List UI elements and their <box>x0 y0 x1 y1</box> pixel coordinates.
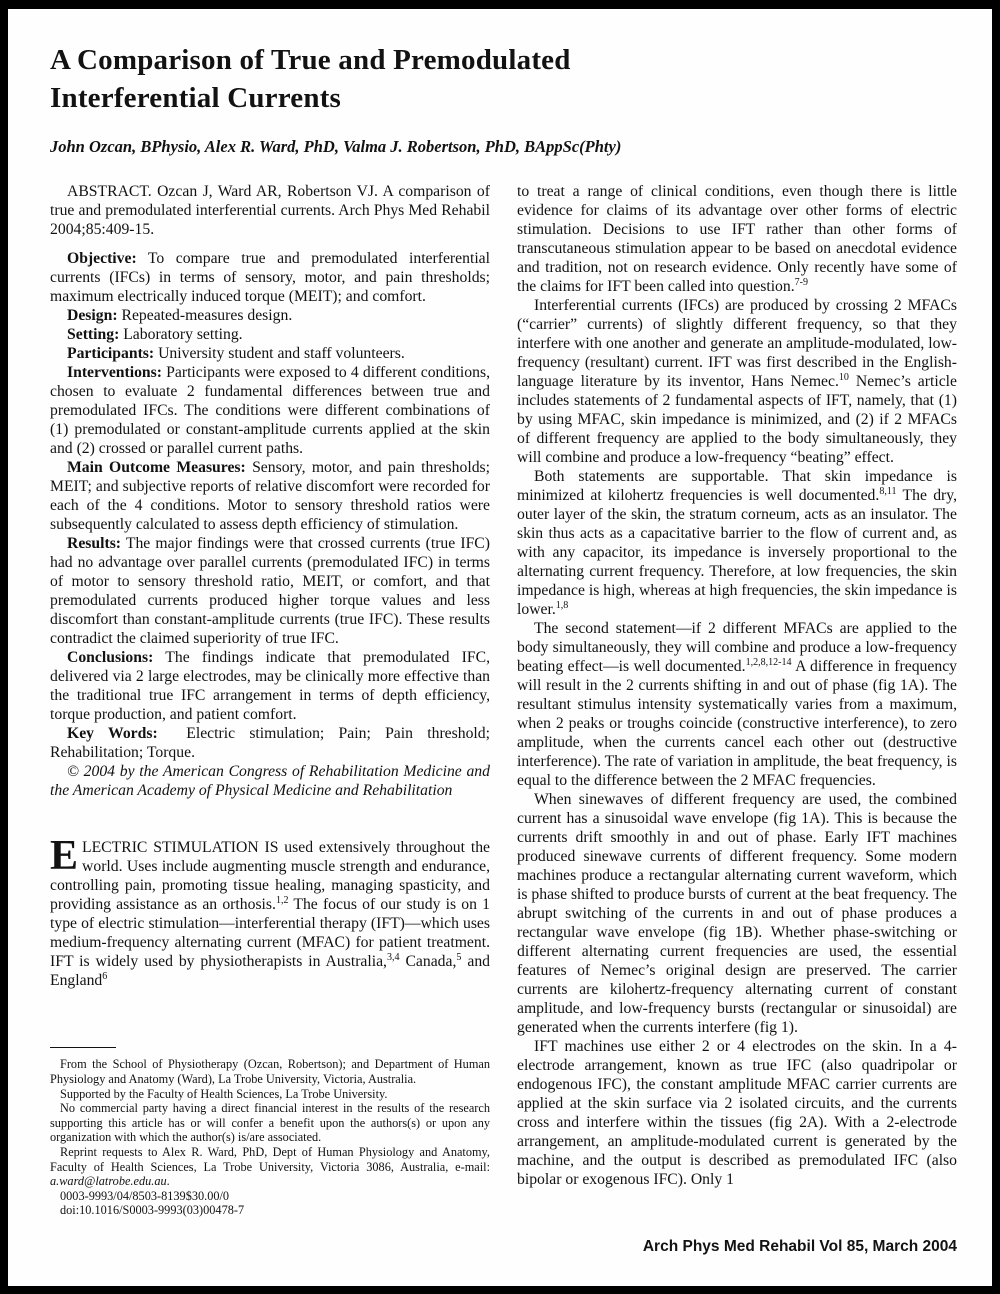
abstract-label: Main Outcome Measures: <box>67 459 246 476</box>
article-title-line1: A Comparison of True and Premodulated <box>50 44 571 76</box>
abstract-results <box>50 534 490 648</box>
footnote-issn-code: 0003-9993/04/8503-8139$30.00/0 <box>60 1188 230 1203</box>
abstract-label: Key Words: <box>67 725 158 742</box>
abstract-label: Objective: <box>67 250 137 267</box>
drop-cap: E <box>50 833 79 879</box>
abstract-participants <box>50 344 490 363</box>
abstract-design <box>50 306 490 325</box>
abstract-label: Interventions: <box>67 364 162 381</box>
abstract-label: Design: <box>67 307 118 324</box>
abstract-text: University student and staff volunteers. <box>158 345 405 362</box>
authors-line: John Ozcan, BPhysio, Alex R. Ward, PhD, Valma J. Robertson, PhD, BAppSc(Phty) <box>50 137 622 156</box>
abstract-text: The findings indicate that premodulated IFC, delivered via 2 large electrodes, may be clinically more effective than the traditional true IFC arrangement in terms of depth efficiency, torque production, and patient comfort. <box>50 649 490 723</box>
running-footer: Arch Phys Med Rehabil Vol 85, March 2004 <box>642 1238 957 1255</box>
abstract-text: Participants were exposed to 4 different conditions, chosen to evaluate 2 fundamental differences between true and premodulated IFCs. The conditions were different combinations of (1) premodulated or constant-amplitude currents applied at the skin and (2) crossed or parallel current paths. <box>50 364 491 457</box>
abstract-text: Repeated-measures design. <box>121 307 293 324</box>
abstract-key-words <box>50 724 490 762</box>
footnote-reprint-requests: Reprint requests to Alex R. Ward, PhD, Dept of Human Physiology and Anatomy, Faculty of Health Sciences, La Trobe University, Victoria 3086, Australia, e-mail: a.ward@latrobe.edu.au. <box>50 1145 490 1189</box>
article-title <box>50 41 957 117</box>
abstract-label: Setting: <box>67 326 120 343</box>
abstract-text: Sensory, motor, and pain thresholds; MEIT; and subjective reports of relative discomfort were recorded for each of the 4 conditions. Motor to sensory threshold ratios were subsequently calculated to assess depth efficiency of stimulation. <box>50 459 490 533</box>
intro-paragraph <box>50 833 491 990</box>
footnote-support: Supported by the Faculty of Health Sciences, La Trobe University. <box>60 1086 388 1101</box>
journal-article-page <box>8 9 992 1286</box>
abstract-text: Laboratory setting. <box>123 326 243 343</box>
footnote-disclosure: No commercial party having a direct financial interest in the results of the research supporting this article has or will confer a benefit upon the authors(s) or upon any organization with which the author(s) is/are associated. <box>50 1101 490 1145</box>
footnote-rule <box>50 1047 116 1048</box>
footnote-doi: doi:10.1016/S0003-9993(03)00478-7 <box>60 1203 245 1218</box>
abstract-main-outcome-measures <box>50 458 490 534</box>
left-column <box>50 182 490 1256</box>
body-paragraph: When sinewaves of different frequency are used, the combined current has a sinusoidal wave envelope (fig 1A). This is because the currents drift smoothly in and out of phase. Early IFT machines produced sinewave currents of different frequency. Some modern machines produce a rectangular alternating current waveform, which is phase shifted to produce bursts of current at the beat frequency. The abrupt switching of the currents in and out of phase produces a rectangular wave envelope (fig 1B). Whether phase-switching or different alternating current frequencies are used, the essential features of Nemec’s original design are preserved. The carrier currents are kilohertz-frequency alternating current of constant amplitude, and low-frequency bursts (rectangular or sinusoidal) are generated when the currents interfere (fig 1). <box>517 791 957 1036</box>
abstract-setting <box>50 325 490 344</box>
abstract-label: Conclusions: <box>67 649 154 666</box>
abstract-text: The major findings were that crossed currents (true IFC) had no advantage over parallel currents (premodulated IFC) in terms of motor to sensory threshold ratio, MEIT, or comfort, and that premodulated currents produced higher torque values and less discomfort than constant-amplitude currents (true IFC). These results contradict the claimed superiority of true IFC. <box>50 535 490 647</box>
abstract-label: Results: <box>67 535 122 552</box>
intro-text: LECTRIC STIMULATION IS used extensively throughout the world. Uses include augmenting muscle strength and endurance, controlling pain, promoting tissue healing, managing spasticity, and providing assistance as an orthosis.$^{1,2}$ The focus of our study is on 1 type of electric stimulation—interferential therapy (IFT)—which uses medium-frequency alternating current (MFAC) for patient treatment. IFT is widely used by physiotherapists in Australia,$^{3,4}$ Canada,$^5$ and England$^6$ <box>50 839 491 989</box>
abstract-interventions <box>50 363 490 458</box>
abstract-label: Participants: <box>67 345 155 362</box>
right-column <box>517 182 957 1256</box>
abstract-objective <box>50 249 490 306</box>
abstract-text: To compare true and premodulated interferential currents (IFCs) in terms of sensory, motor, and pain thresholds; maximum electrically induced torque (MEIT); and comfort. <box>50 250 490 305</box>
footnote-affiliation: From the School of Physiotherapy (Ozcan, Robertson); and Department of Human Physiology and Anatomy (Ward), La Trobe University, Victoria, Australia. <box>50 1057 490 1087</box>
abstract-conclusions <box>50 648 490 724</box>
body-paragraph: IFT machines use either 2 or 4 electrodes on the skin. In a 4-electrode arrangement, known as true IFC (also quadripolar or endogenous IFC), the constant amplitude MFAC carrier currents are applied at the skin surface via 2 isolated circuits, and the currents cross and interfere within the tissues (fig 2A). With a 2-electrode arrangement, an amplitude-modulated current is generated by the machine, and the output is described as premodulated IFC (also bipolar or exogenous IFC). Only 1 <box>517 1038 957 1188</box>
copyright-notice: © 2004 by the American Congress of Rehabilitation Medicine and the American Academy of Physical Medicine and Rehabilitation <box>50 763 490 799</box>
body-paragraph: to treat a range of clinical conditions, even though there is little evidence for claims of its advantage over other forms of electric stimulation. Decisions to use IFT rather than other forms of transcutaneous stimulation appear to be based on anecdotal evidence and tradition, not on research evidence. Only recently have some of the claims for IFT been called into question.$^{7-9}$ <box>517 183 957 295</box>
body-paragraph: Interferential currents (IFCs) are produced by crossing 2 MFACs (“carrier” currents) of slightly different frequency, so that they interfere with one another and generate an amplitude-modulated, low-frequency (resultant) current. IFT was first described in the English-language literature by its inventor, Hans Nemec.$^{10}$ Nemec’s article includes statements of 2 fundamental aspects of IFT, namely, that (1) by using MFAC, skin impedance is minimized, and (2) if 2 MFACs of different frequency are applied to the body simultaneously, they will combine and produce a low-frequency “beating” effect. <box>517 297 957 466</box>
body-paragraph: The second statement—if 2 different MFACs are applied to the body simultaneously, they will combine and produce a low-frequency beating effect—is well documented.$^{1,2,8,12-14}$ A difference in frequency will result in the 2 currents shifting in and out of phase (fig 1A). The resultant stimulus intensity systematically varies from a maximum, when 2 peaks or troughs coincide (constructive interference), to zero amplitude, when the currents cancel each other out (destructive interference). The rate of variation in amplitude, the beat frequency, is equal to the difference between the 2 MFAC frequencies. <box>517 620 958 789</box>
footnotes-block <box>50 1047 490 1218</box>
abstract-citation: ABSTRACT. Ozcan J, Ward AR, Robertson VJ. A comparison of true and premodulated interferential currents. Arch Phys Med Rehabil 2004;85:409-15. <box>50 183 490 238</box>
article-title-line2: Interferential Currents <box>50 82 342 114</box>
body-paragraph: Both statements are supportable. That skin impedance is minimized at kilohertz frequencies is well documented.$^{8,11}$ The dry, outer layer of the skin, the stratum corneum, acts as an insulator. The skin thus acts as a capacitative barrier to the flow of current and, as with any capacitor, its impedance is inversely proportional to the alternating current frequency. Therefore, at low frequencies, the skin impedance is high, whereas at high frequencies, the skin impedance is lower.$^{1,8}$ <box>517 468 958 618</box>
abstract-text: Electric stimulation; Pain; Pain threshold; Rehabilitation; Torque. <box>50 725 490 761</box>
two-column-body <box>50 182 957 1256</box>
